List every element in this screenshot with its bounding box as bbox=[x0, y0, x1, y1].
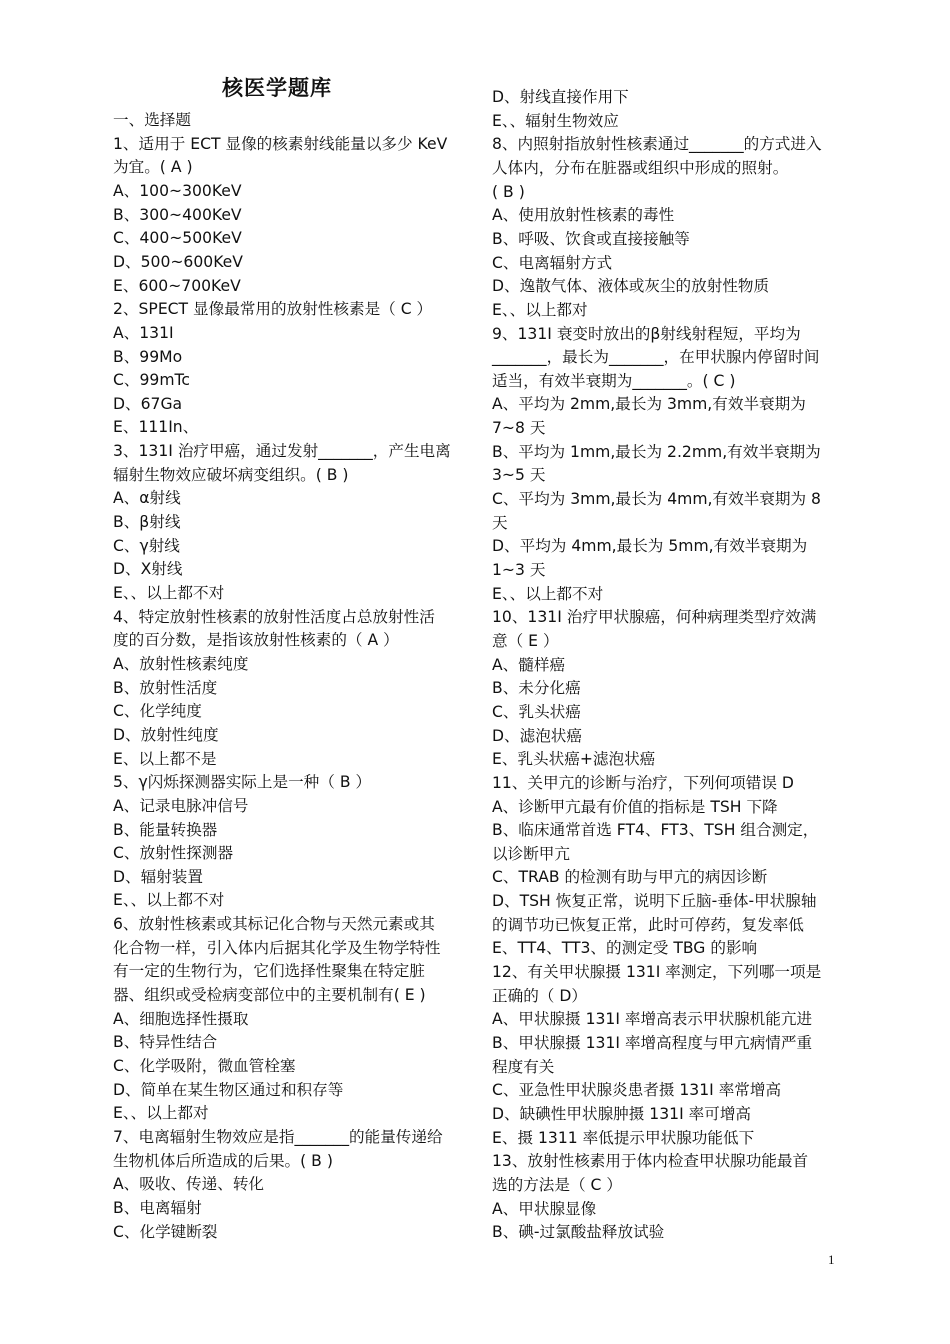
text-line: 辐射生物效应破坏病变组织。( B ) bbox=[113, 465, 349, 484]
text-line: 4、特定放射性核素的放射性活度占总放射性活 bbox=[113, 607, 435, 626]
text-line: E、摄 1311 率低提示甲状腺功能低下 bbox=[492, 1128, 755, 1147]
text-line: A、100~300KeV bbox=[113, 181, 242, 200]
text-line: 以诊断甲亢 bbox=[492, 844, 570, 863]
text-line: C、γ射线 bbox=[113, 536, 180, 555]
text-line: C、电离辐射方式 bbox=[492, 253, 613, 272]
text-line: E、TT4、TT3、的测定受 TBG 的影响 bbox=[492, 939, 758, 958]
text-line: D、滤泡状癌 bbox=[492, 726, 582, 745]
text-line: E、、以上都不对 bbox=[113, 891, 225, 910]
text-line: 12、有关甲状腺摄 131I 率测定，下列哪一项是 bbox=[492, 963, 822, 982]
text-line: A、细胞选择性摄取 bbox=[113, 1009, 249, 1028]
text-line: B、能量转换器 bbox=[113, 820, 218, 839]
text-line: 一、选择题 bbox=[113, 111, 191, 129]
text-line: 有一定的生物行为，它们选择性聚集在特定脏 bbox=[113, 962, 425, 981]
text-line: C、化学吸附，微血管栓塞 bbox=[113, 1057, 296, 1075]
text-line: A、诊断甲亢最有价值的指标是 TSH 下降 bbox=[492, 797, 778, 816]
text-line: 2、SPECT 显像最常用的放射性核素是（ C ） bbox=[113, 300, 433, 319]
text-line: E、111In、 bbox=[113, 418, 199, 437]
text-line: D、缺碘性甲状腺肿摄 131I 率可增高 bbox=[492, 1104, 752, 1123]
text-line: 11、关甲亢的诊断与治疗，下列何项错误 D bbox=[492, 773, 794, 792]
text-line: B、放射性活度 bbox=[113, 678, 218, 697]
text-line: A、甲状腺显像 bbox=[492, 1199, 597, 1218]
text-line: C、化学纯度 bbox=[113, 702, 202, 721]
text-line: 5、γ闪烁探测器实际上是一种（ B ） bbox=[113, 773, 372, 792]
text-line: A、使用放射性核素的毒性 bbox=[492, 206, 675, 225]
text-line: A、放射性核素纯度 bbox=[113, 654, 249, 673]
text-line: ( B ) bbox=[492, 182, 525, 201]
text-line: B、未分化癌 bbox=[492, 679, 581, 698]
text-line: D、射线直接作用下 bbox=[492, 88, 629, 106]
text-line: 化合物一样，引入体内后据其化学及生物学特性 bbox=[113, 938, 441, 957]
text-line: A、髓样癌 bbox=[492, 655, 566, 674]
text-line: B、呼吸、饮食或直接接触等 bbox=[492, 229, 690, 248]
text-line: 选的方法是（ C ） bbox=[492, 1175, 622, 1194]
text-line: C、放射性探测器 bbox=[113, 844, 234, 863]
text-line: 9、131I 衰变时放出的β射线射程短，平均为 bbox=[492, 324, 801, 343]
text-line: D、平均为 4mm,最长为 5mm,有效半衰期为 bbox=[492, 537, 808, 556]
text-line: E、乳头状癌+滤泡状癌 bbox=[492, 750, 656, 769]
text-line: A、平均为 2mm,最长为 3mm,有效半衰期为 bbox=[492, 395, 806, 414]
text-line: E、、以上都不对 bbox=[492, 584, 604, 603]
text-line: 程度有关 bbox=[492, 1057, 555, 1076]
text-line: _______，最长为_______，在甲状腺内停留时间 bbox=[492, 348, 820, 367]
text-line: C、乳头状癌 bbox=[492, 702, 581, 721]
text-line: D、67Ga bbox=[113, 394, 183, 413]
text-line: 度的百分数，是指该放射性核素的（ A ） bbox=[113, 631, 399, 650]
text-line: 天 bbox=[492, 513, 508, 532]
text-line: E、、辐射生物效应 bbox=[492, 111, 619, 130]
text-line: 6、放射性核素或其标记化合物与天然元素或其 bbox=[113, 915, 435, 934]
text-line: B、平均为 1mm,最长为 2.2mm,有效半衰期为 bbox=[492, 442, 821, 461]
text-line: B、99Mo bbox=[113, 347, 183, 366]
text-line: 的调节功已恢复正常，此时可停药，复发率低 bbox=[492, 915, 804, 934]
text-line: 意（ E ） bbox=[492, 631, 559, 650]
document-title: 核医学题库 bbox=[222, 76, 332, 100]
text-line: E、以上都不是 bbox=[113, 749, 217, 768]
text-line: E、、以上都不对 bbox=[113, 584, 225, 602]
text-line: A、α射线 bbox=[113, 489, 181, 508]
text-line: B、甲状腺摄 131I 率增高程度与甲亢病情严重 bbox=[492, 1034, 813, 1052]
text-line: 生物机体后所造成的后果。( B ) bbox=[113, 1151, 333, 1170]
text-line: A、131I bbox=[113, 323, 174, 342]
text-line: E、、以上都对 bbox=[492, 300, 588, 319]
text-line: E、、以上都对 bbox=[113, 1104, 209, 1123]
text-line: D、辐射装置 bbox=[113, 867, 203, 886]
text-line: A、记录电脉冲信号 bbox=[113, 796, 249, 815]
text-line: 3、131I 治疗甲癌，通过发射_______，产生电离 bbox=[113, 442, 451, 461]
text-line: 1~3 天 bbox=[492, 561, 546, 579]
text-line: 正确的（ D） bbox=[492, 986, 587, 1005]
text-line: 器、组织或受检病变部位中的主要机制有( E ) bbox=[113, 986, 426, 1005]
text-line: D、简单在某生物区通过和积存等 bbox=[113, 1080, 344, 1099]
text-line: B、300~400KeV bbox=[113, 205, 242, 224]
text-line: 8、内照射指放射性核素通过_______的方式进入 bbox=[492, 135, 822, 154]
text-line: 人体内，分布在脏器或组织中形成的照射。 bbox=[492, 158, 789, 177]
text-line: B、电离辐射 bbox=[113, 1198, 202, 1217]
text-line: C、400~500KeV bbox=[113, 229, 242, 248]
text-line: 1、适用于 ECT 显像的核素射线能量以多少 KeV bbox=[113, 134, 448, 153]
text-line: D、放射性纯度 bbox=[113, 725, 219, 744]
page-number: 1 bbox=[828, 1252, 835, 1267]
text-line: C、99mTc bbox=[113, 371, 190, 390]
text-line: 7~8 天 bbox=[492, 419, 546, 438]
text-line: 13、放射性核素用于体内检查甲状腺功能最首 bbox=[492, 1152, 809, 1171]
text-line: D、X射线 bbox=[113, 560, 183, 579]
text-line: C、TRAB 的检测有助与甲亢的病因诊断 bbox=[492, 868, 768, 887]
text-line: B、临床通常首选 FT4、FT3、TSH 组合测定， bbox=[492, 821, 819, 840]
text-line: C、平均为 3mm,最长为 4mm,有效半衰期为 8 bbox=[492, 490, 821, 509]
text-line: 3~5 天 bbox=[492, 466, 546, 485]
text-line: C、化学键断裂 bbox=[113, 1222, 218, 1241]
text-line: B、碘-过氯酸盐释放试验 bbox=[492, 1223, 665, 1242]
text-line: B、特异性结合 bbox=[113, 1033, 218, 1052]
text-line: D、TSH 恢复正常，说明下丘脑-垂体-甲状腺轴 bbox=[492, 892, 817, 911]
text-line: A、甲状腺摄 131I 率增高表示甲状腺机能亢进 bbox=[492, 1010, 813, 1029]
text-line: 10、131I 治疗甲状腺癌，何种病理类型疗效满 bbox=[492, 608, 817, 627]
text-line: A、吸收、传递、转化 bbox=[113, 1175, 265, 1194]
text-line: C、亚急性甲状腺炎患者摄 131I 率常增高 bbox=[492, 1081, 782, 1100]
text-line: 适当，有效半衰期为_______。( C ) bbox=[492, 371, 736, 390]
text-line: D、逸散气体、液体或灰尘的放射性物质 bbox=[492, 277, 770, 296]
text-line: B、β射线 bbox=[113, 513, 181, 532]
text-line: 为宜。( A ) bbox=[113, 158, 193, 177]
text-line: E、600~700KeV bbox=[113, 276, 241, 295]
text-line: 7、电离辐射生物效应是指_______的能量传递给 bbox=[113, 1127, 443, 1146]
text-line: D、500~600KeV bbox=[113, 252, 243, 271]
